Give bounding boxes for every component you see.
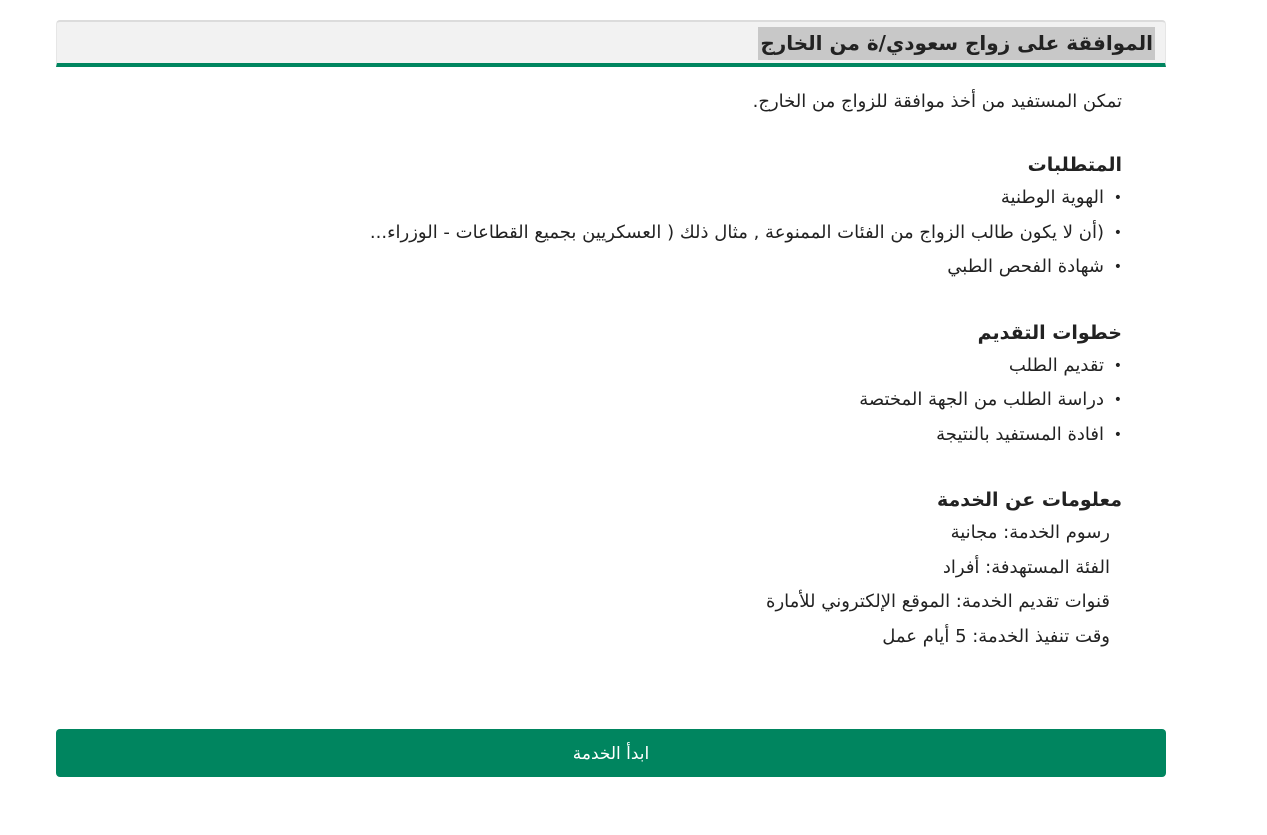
list-item: • افادة المستفيد بالنتيجة [56, 418, 1122, 453]
service-description: تمكن المستفيد من أخذ موافقة للزواج من الخارج. [752, 91, 1122, 112]
service-info-heading: معلومات عن الخدمة [936, 489, 1122, 511]
list-item: • الهوية الوطنية [56, 181, 1122, 216]
service-fees: رسوم الخدمة: مجانية [950, 522, 1110, 543]
list-item: • شهادة الفحص الطبي [56, 250, 1122, 285]
service-duration: وقت تنفيذ الخدمة: 5 أيام عمل [882, 625, 1110, 647]
bullet-icon: • [1113, 392, 1122, 408]
list-item: • (أن لا يكون طالب الزواج من الفئات الممنوعة , مثال ذلك ( العسكريين بجميع القطاعات - الوزراء... [56, 216, 1122, 251]
start-service-button[interactable]: ابدأ الخدمة [56, 729, 1166, 777]
service-card [56, 20, 1166, 654]
list-item: • تقديم الطلب [56, 349, 1122, 384]
requirements-heading: المتطلبات [1027, 154, 1122, 176]
requirements-list [56, 181, 1122, 285]
service-channels: قنوات تقديم الخدمة: الموقع الإلكتروني للأمارة [766, 591, 1110, 612]
list-item: • دراسة الطلب من الجهة المختصة [56, 383, 1122, 418]
service-target: الفئة المستهدفة: أفراد [942, 556, 1110, 578]
bullet-icon: • [1113, 190, 1122, 206]
bullet-icon: • [1113, 224, 1122, 241]
steps-heading: خطوات التقديم [977, 321, 1122, 344]
service-content [56, 87, 1166, 654]
bullet-icon: • [1113, 259, 1122, 275]
bullet-icon: • [1113, 426, 1122, 443]
service-header [56, 20, 1166, 67]
bullet-icon: • [1113, 357, 1122, 374]
service-title: الموافقة على زواج سعودي/ة من الخارج [758, 27, 1155, 60]
steps-list [56, 349, 1122, 453]
